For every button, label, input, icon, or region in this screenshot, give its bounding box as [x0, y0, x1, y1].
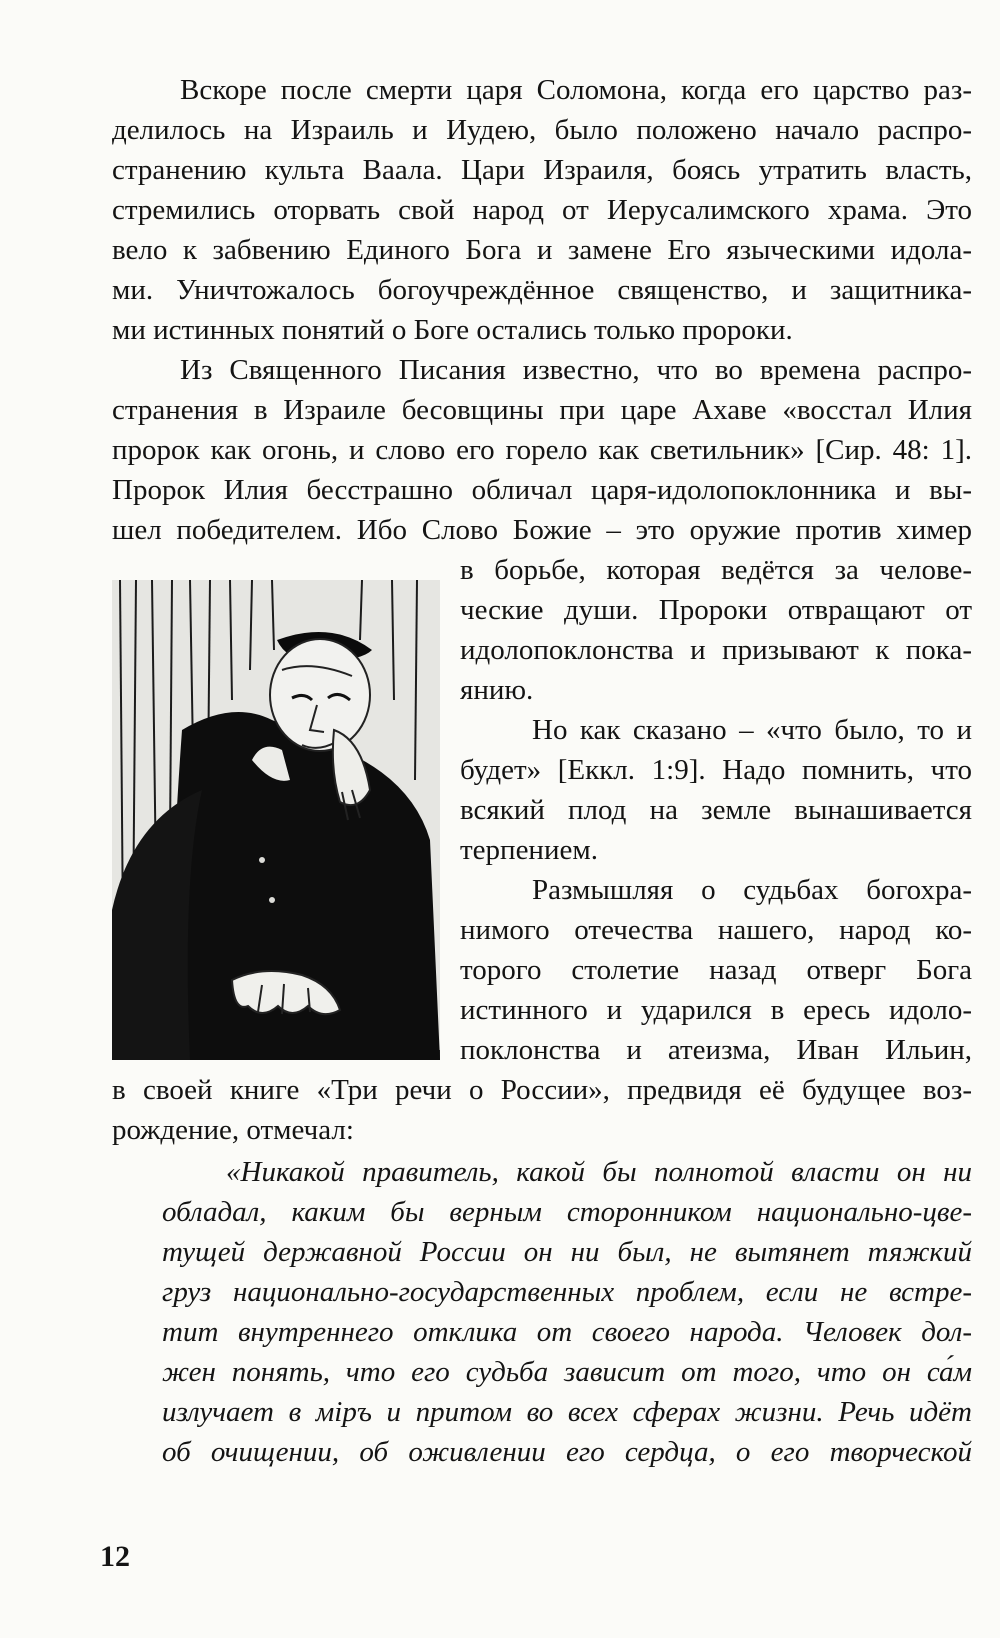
paragraph-line: янию. [460, 674, 534, 706]
paragraph-line: вело к забвению Единого Бога и замене Его языческими идола- [112, 234, 972, 266]
paragraph-line: в борьбе, которая ведётся за челове- [460, 554, 972, 586]
paragraph-line: всякий плод на земле вынашивается [460, 794, 972, 826]
quote-line: «Никакой правитель, какой бы полнотой власти он ни [226, 1156, 972, 1188]
paragraph-line: ми истинных понятий о Боге остались только пророки. [112, 314, 793, 346]
quote-line: излучает в міръ и притом во всех сферах жизни. Речь идёт [162, 1396, 972, 1428]
paragraph-line: странению культа Ваала. Цари Израиля, боясь утратить власть, [112, 154, 972, 186]
paragraph-line: терпением. [460, 834, 598, 866]
paragraph-line: нимого отечества нашего, народ ко- [460, 914, 972, 946]
paragraph-line: рождение, отмечал: [112, 1114, 354, 1146]
paragraph-line: в своей книге «Три речи о России», предвидя её будущее воз- [112, 1074, 972, 1106]
paragraph-line: Из Священного Писания известно, что во времена распро- [180, 354, 972, 386]
paragraph-line: Но как сказано – «что было, то и [532, 714, 972, 746]
paragraph-line: Пророк Илия бесстрашно обличал царя-идолопоклонника и вы- [112, 474, 972, 506]
paragraph-line: ческие души. Пророки отвращают от [460, 594, 972, 626]
paragraph-line: торого столетие назад отверг Бога [460, 954, 972, 986]
quote-line: об очищении, об оживлении его сердца, о его творческой [162, 1436, 972, 1468]
paragraph-line: Вскоре после смерти царя Соломона, когда его царство раз- [180, 74, 972, 106]
paragraph-line: поклонства и атеизма, Иван Ильин, [460, 1034, 972, 1066]
paragraph-line: истинного и ударился в ересь идоло- [460, 994, 972, 1026]
paragraph-line: пророк как огонь, и слово его горело как светильник» [Сир. 48: 1]. [112, 434, 972, 466]
paragraph-line: странения в Израиле бесовщины при царе Ахаве «восстал Илия [112, 394, 972, 426]
page-number: 12 [100, 1540, 130, 1573]
paragraph-line: делилось на Израиль и Иудею, было положено начало распро- [112, 114, 972, 146]
paragraph-line: идолопоклонства и призывают к пока- [460, 634, 972, 666]
paragraph-line: стремились оторвать свой народ от Иерусалимского храма. Это [112, 194, 972, 226]
paragraph-line: ми. Уничтожалось богоучреждённое священство, и защитника- [112, 274, 972, 306]
quote-line: жен понять, что его судьба зависит от того, что он са́м [162, 1356, 972, 1388]
paragraph-line: Размышляя о судьбах богохра- [532, 874, 972, 906]
quote-line: тущей державной России он ни был, не вытянет тяжкий [162, 1236, 972, 1268]
paragraph-line: шел победителем. Ибо Слово Божие – это оружие против химер [112, 514, 972, 546]
paragraph-line: будет» [Еккл. 1:9]. Надо помнить, что [460, 754, 972, 786]
quote-line: тит внутреннего отклика от своего народа. Человек дол- [162, 1316, 972, 1348]
portrait-photo [112, 580, 440, 1060]
quote-line: обладал, каким бы верным сторонником национально-цве- [162, 1196, 972, 1228]
quote-line: груз национально-государственных проблем, если не встре- [162, 1276, 972, 1308]
